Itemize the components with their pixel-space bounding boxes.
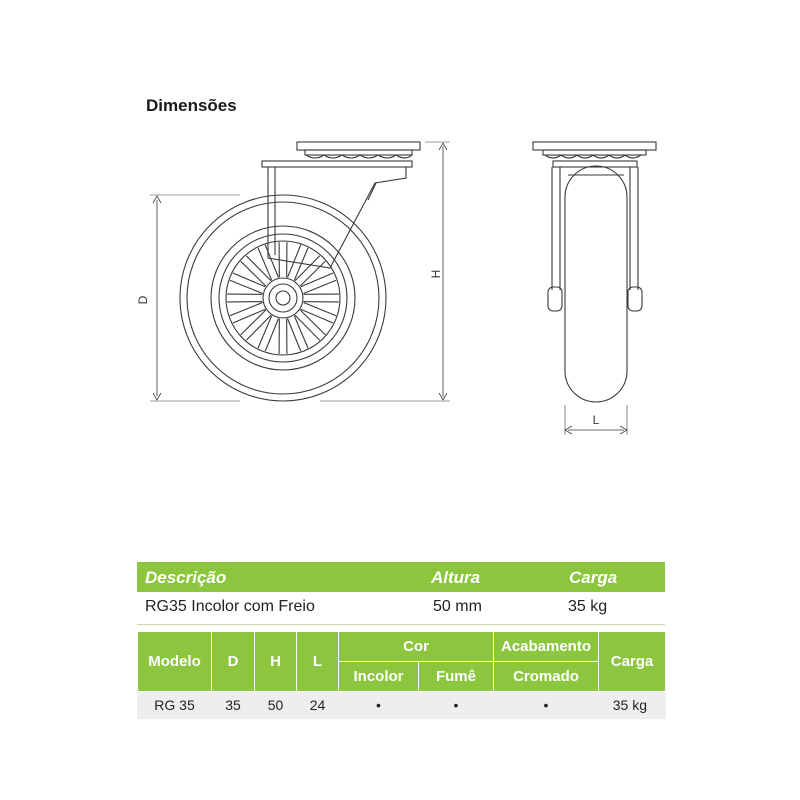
description-table — [137, 562, 665, 625]
dimension-d-label: D — [136, 295, 150, 305]
smoked-header: Fumê — [419, 662, 494, 692]
h-cell: 50 — [255, 692, 297, 719]
model-cell: RG 35 — [138, 692, 212, 719]
height-header-label: Altura — [431, 568, 481, 587]
l-header: L — [297, 632, 339, 692]
colorless-cell: • — [339, 692, 419, 719]
chrome-cell: • — [494, 692, 599, 719]
h-header: H — [255, 632, 297, 692]
description-header-label: Descrição — [145, 568, 227, 587]
color-header: Cor — [339, 632, 494, 662]
spec-table — [137, 631, 666, 719]
l-cell: 24 — [297, 692, 339, 719]
front-view-drawing — [533, 142, 656, 435]
load-header-label: Carga — [569, 568, 618, 587]
table-row — [138, 692, 666, 719]
height-value: 50 mm — [433, 598, 482, 615]
d-header: D — [212, 632, 255, 692]
description-value: RG35 Incolor com Freio — [145, 598, 315, 615]
dimension-l-label: L — [592, 413, 600, 427]
chrome-header: Cromado — [494, 662, 599, 692]
load-cell: 35 kg — [599, 692, 666, 719]
colorless-header: Incolor — [339, 662, 419, 692]
description-header — [137, 562, 665, 592]
load-value: 35 kg — [568, 598, 608, 615]
model-header: Modelo — [138, 632, 212, 692]
load-header: Carga — [599, 632, 666, 692]
finish-header: Acabamento — [494, 632, 599, 662]
d-cell: 35 — [212, 692, 255, 719]
smoked-cell: • — [419, 692, 494, 719]
description-row — [137, 592, 665, 625]
page-title: Dimensões — [146, 96, 237, 115]
dimension-h-label: H — [429, 269, 443, 279]
side-view-drawing — [150, 142, 450, 401]
